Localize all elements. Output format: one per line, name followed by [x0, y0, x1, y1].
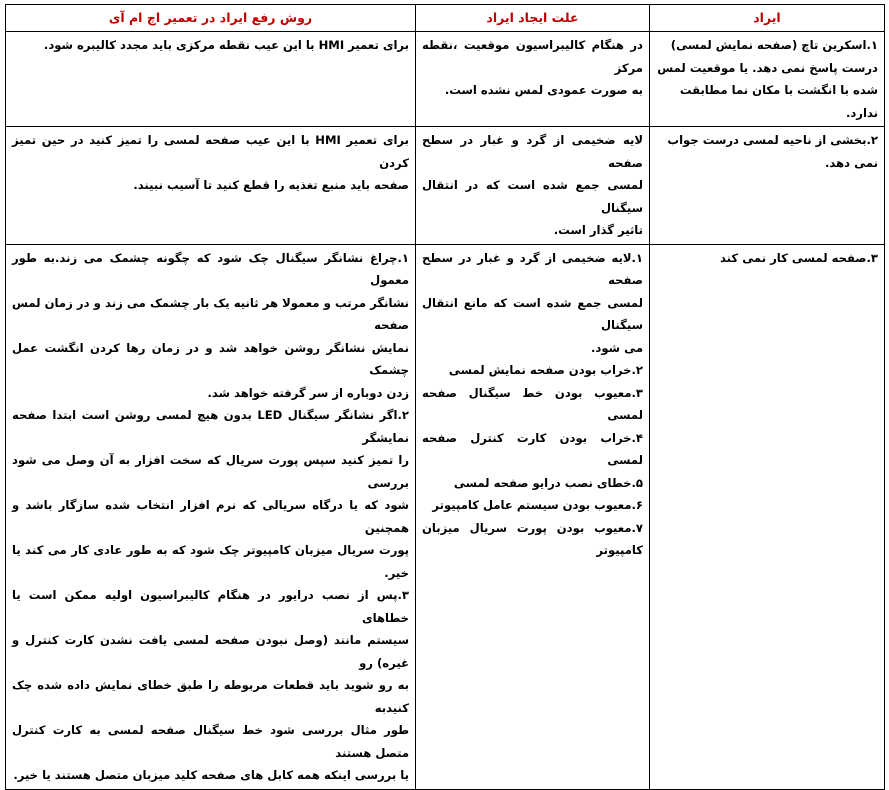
hmi-troubleshooting-table [5, 4, 885, 790]
cell-line: ۳.پس از نصب درایور در هنگام کالیبراسیون اولیه ممکن است یا خطاهای [12, 588, 409, 625]
table-row [6, 244, 885, 789]
table-header-row [6, 5, 885, 32]
cause-cell [416, 32, 650, 127]
cell-line: پورت سریال میزبان کامپیوتر چک شود که به طور عادی کار می کند یا خیر. [12, 543, 409, 580]
cell-line: به رو شوید باید قطعات مربوطه را طبق خطای نمایش داده شده چک کنیدبه [12, 678, 409, 715]
cell-line: ۲.خراب بودن صفحه نمایش لمسی [448, 363, 643, 377]
cell-line: سیستم مانند (وصل نبودن صفحه لمسی یافت نشدن کارت کنترل و غیره) رو [12, 633, 409, 670]
cell-line: ۱.اسکرین تاچ (صفحه نمایش لمسی) [670, 38, 878, 52]
table-row [6, 32, 885, 127]
cell-line: یا بررسی اینکه همه کابل های صفحه کلید میزبان متصل هستند یا خیر. [13, 768, 409, 782]
cell-line: درست پاسخ نمی دهد. یا موقعیت لمس [657, 60, 878, 75]
cell-line: می شود. [591, 340, 643, 355]
cell-line: شده با انگشت با مکان نما مطابقت ندارد. [679, 83, 878, 120]
fault-cell [650, 127, 885, 245]
cell-line: به صورت عمودی لمس نشده است. [444, 83, 643, 97]
cell-line: ۳.صفحه لمسی کار نمی کند [719, 250, 878, 265]
cell-line: را تمیز کنید سپس پورت سریال که سخت افزار به آن وصل می شود بررسی [12, 453, 409, 490]
header-fault: ایراد [650, 5, 885, 32]
cell-line: نشانگر مرتب و معمولا هر ثانیه یک بار چشمک می زند و در زمان لمس صفحه [12, 295, 409, 332]
cell-line: ۳.معیوب بودن خط سیگنال صفحه لمسی [422, 385, 643, 422]
cell-line: نمایش نشانگر روشن خواهد شد و در زمان رها کردن انگشت عمل چشمک [12, 340, 409, 377]
fix-cell [6, 127, 416, 245]
fix-cell [6, 32, 416, 127]
cell-line: ۲.اگر نشانگر سیگنال LED بدون هیچ لمسی روشن است ابتدا صفحه نمایشگر [12, 408, 409, 445]
cell-line: ۶.معیوب بودن سیستم عامل کامپیوتر [432, 498, 643, 512]
cell-line: در هنگام کالیبراسیون موقعیت ،نقطه مرکز [422, 38, 643, 75]
cell-line: زدن دوباره از سر گرفته خواهد شد. [207, 385, 409, 400]
cell-line: ۷.معیوب بودن پورت سریال میزبان کامپیوتر [422, 520, 643, 557]
header-cause: علت ایجاد ایراد [416, 5, 650, 32]
cell-line: شود که یا درگاه سریالی که نرم افزار انتخاب شده سازگار باشد و همچنین [12, 498, 409, 535]
cell-line: لایه ضخیمی از گرد و غبار در سطح صفحه [422, 133, 643, 170]
cell-line: طور مثال بررسی شود خط سیگنال صفحه لمسی به کارت کنترل متصل هستند [12, 723, 409, 760]
cell-line: نمی دهد. [825, 155, 878, 170]
cell-line: صفحه باید منبع تغذیه را قطع کنید تا آسیب نبیند. [133, 178, 409, 192]
fix-cell [6, 244, 416, 789]
header-fix: روش رفع ایراد در تعمیر اچ ام آی [6, 5, 416, 32]
fault-cell [650, 32, 885, 127]
cell-line: ۱.چراغ نشانگر سیگنال چک شود که چگونه چشمک می زند.به طور معمول [12, 250, 409, 287]
cell-line: لمسی جمع شده است که در انتقال سیگنال [422, 178, 643, 215]
cause-cell [416, 244, 650, 789]
cell-line: ۵.خطای نصب درایو صفحه لمسی [453, 475, 643, 490]
cell-line: برای تعمیر HMI با این عیب نقطه مرکزی باید مجدد کالیبره شود. [43, 38, 409, 52]
cell-line: ۱.لایه ضخیمی از گرد و غبار در سطح صفحه [422, 250, 643, 287]
fault-cell [650, 244, 885, 789]
cause-cell [416, 127, 650, 245]
cell-line: تاثیر گذار است. [553, 223, 643, 237]
table-row [6, 127, 885, 245]
cell-line: ۲.بخشی از ناحیه لمسی درست جواب [667, 133, 878, 147]
cell-line: ۴.خراب بودن کارت کنترل صفحه لمسی [422, 430, 643, 467]
cell-line: لمسی جمع شده است که مانع انتقال سیگنال [422, 295, 643, 332]
cell-line: برای تعمیر HMI با این عیب صفحه لمسی را تمیز کنید در حین تمیز کردن [12, 133, 409, 170]
